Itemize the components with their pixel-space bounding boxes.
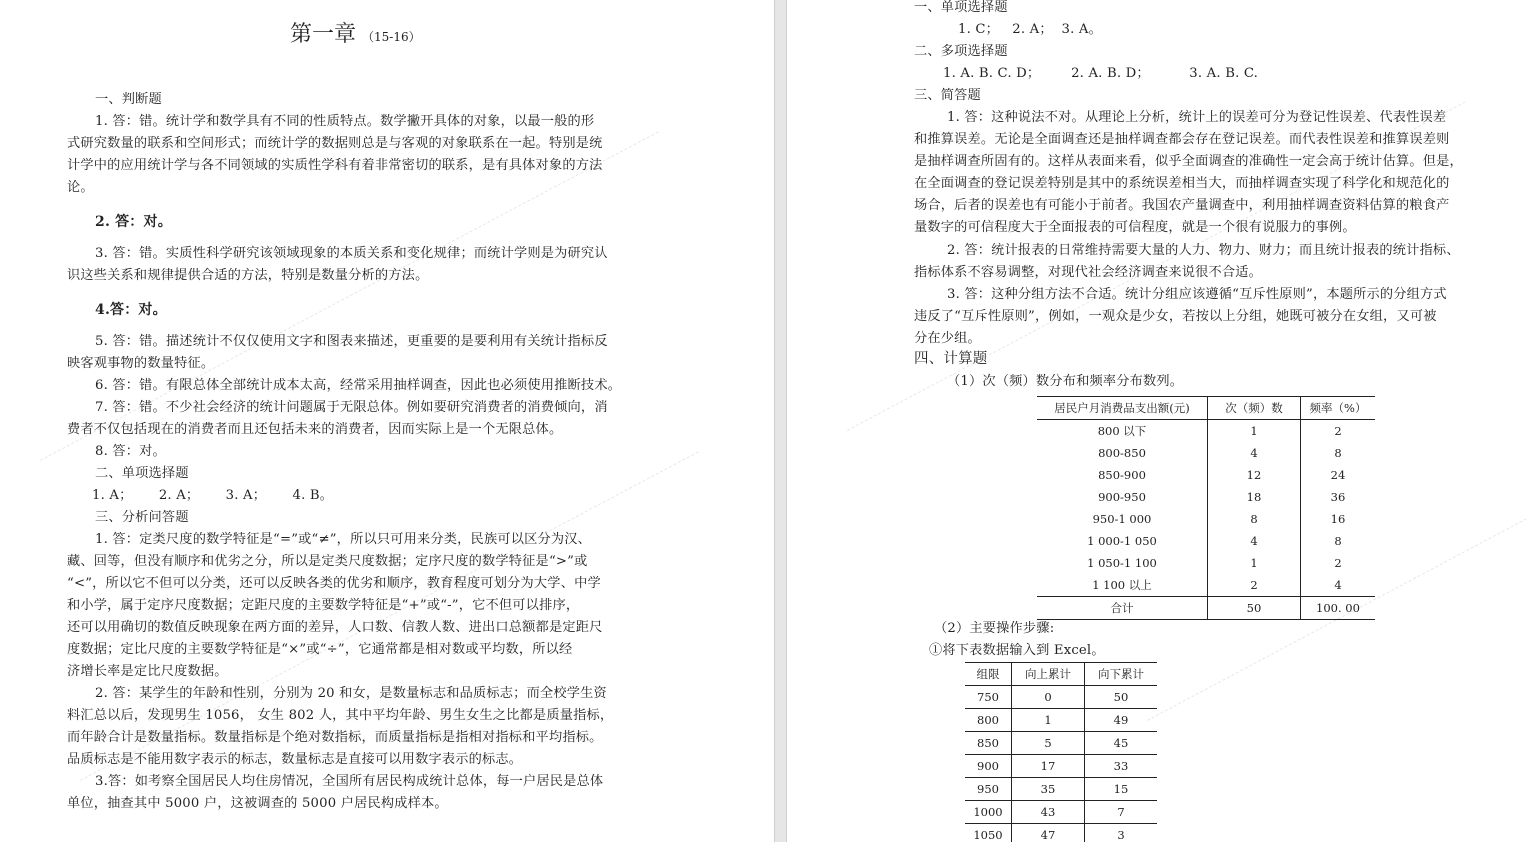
table-cell: 0 [1012,686,1085,709]
table-cell: 2 [1208,574,1301,597]
single-choice-answers: 1. C； 2. A； 3. A。 [958,22,1102,37]
table-cell: 33 [1085,755,1158,778]
analysis-1-line: 1. 答：定类尺度的数学特征是“=”或“≠”，所以只可用来分类，民族可以区分为汉、 [95,532,592,547]
chapter-page-range: （15-16） [362,30,421,44]
answer-1-line: 1. 答：错。统计学和数学具有不同的性质特点。数学撇开具体的对象，以最一般的形 [95,114,595,129]
table-cell: 850 [965,732,1012,755]
table-cell: 43 [1012,801,1085,824]
table-header-cell: 居民户月消费品支出额(元) [1037,397,1208,420]
answer-5-line: 映客观事物的数量特征。 [67,356,215,371]
section-heading-short-answer: 三、简答题 [914,88,981,103]
table-cell: 47 [1012,824,1085,842]
table-cell: 17 [1012,755,1085,778]
table-total-row [1037,597,1375,620]
analysis-2-line: 2. 答：某学生的年龄和性别，分别为 20 和女，是数量标志和品质标志；而全校学生资 [95,686,607,701]
table-row [965,801,1157,824]
table-cell: 5 [1012,732,1085,755]
table-cell: 950 [965,778,1012,801]
table-cell: 8 [1334,534,1342,548]
answer-1-line: 式研究数量的联系和空间形式；而统计学的数据则总是与客观的对象联系在一起。特别是统 [67,136,603,151]
analysis-1-line: 藏、回等，但没有顺序和优劣之分，所以是定类尺度数据；定序尺度的数学特征是“>”或 [67,554,588,569]
table-cell: 800 [965,709,1012,732]
table-cell: 750 [965,686,1012,709]
table-cell: 800-850 [1037,442,1208,464]
table-cell: 1 100 以上 [1037,574,1208,597]
short-answer-3-line: 违反了“互斥性原则”，例如，一观众是少女，若按以上分组，她既可被分在女组，又可被 [914,309,1437,324]
table-header-cell: 次（频）数 [1208,397,1301,420]
table-cell: 8 [1208,508,1301,530]
analysis-1-line: “<”，所以它不但可以分类，还可以反映各类的优劣和顺序，教育程度可划分为大学、中学 [67,576,601,591]
table-row [1037,530,1375,552]
table-row [965,824,1157,842]
short-answer-3-line: 3. 答：这种分组方法不合适。统计分组应该遵循“互斥性原则”，本题所示的分组方式 [947,287,1447,302]
section-heading-judgement: 一、判断题 [95,92,162,107]
answer-3-line: 3. 答：错。实质性科学研究该领域现象的本质关系和变化规律；而统计学则是为研究认 [95,246,608,261]
chapter-title: 第一章 （15-16） [290,22,421,47]
short-answer-1-line: 是抽样调查所固有的。这样从表面来看，似乎全面调查的准确性一定会高于统计估算。但是， [914,154,1463,169]
analysis-1-line: 济增长率是定比尺度数据。 [67,664,228,679]
table-cell: 7 [1085,801,1158,824]
table-cell: 49 [1085,709,1158,732]
table-cell: 100. 00 [1301,597,1376,620]
answer-8: 8. 答：对。 [95,444,166,459]
table-header-cell: 向下累计 [1085,663,1158,686]
table-row [1037,420,1375,443]
table-cell: 36 [1330,490,1346,504]
table-cell: 4 [1208,530,1301,552]
table-cell: 2 [1334,556,1342,570]
single-choice-answers: 1. A； 2. A； 3. A； 4. B。 [92,488,334,503]
table-cell: 8 [1334,446,1342,460]
cumulative-table [965,662,1157,842]
frequency-table [1037,396,1375,620]
analysis-1-line: 度数据；定比尺度的主要数学特征是“×”或“÷”，它通常都是相对数或平均数，所以经 [67,642,573,657]
section-heading-calculation: 四、计算题 [914,351,988,367]
page-gutter [774,0,787,842]
table-cell: 900-950 [1037,486,1208,508]
analysis-2-line: 品质标志是不能用数字表示的标志，数量标志是直接可以用数字表示的标志。 [67,752,523,767]
table-cell: 18 [1208,486,1301,508]
table-cell: 2 [1334,424,1342,438]
table-cell: 1 000-1 050 [1037,530,1208,552]
section-heading-multi-choice: 二、多项选择题 [914,44,1008,59]
analysis-2-line: 料汇总以后，发现男生 1056， 女生 802 人，其中平均年龄、男生女生之比都是质量指标， [67,708,614,723]
calc-step-2a: ①将下表数据输入到 Excel。 [929,643,1105,658]
analysis-3-line: 3.答：如考察全国居民人均住房情况，全国所有居民构成统计总体，每一户居民是总体 [95,774,604,789]
page-right [787,0,1527,842]
table-cell: 1000 [965,801,1012,824]
short-answer-1-line: 在全面调查的登记误差特别是其中的系统误差相当大，而抽样调查实现了科学化和规范化的 [914,176,1450,191]
table-row [965,686,1157,709]
analysis-2-line: 而年龄合计是数量指标。数量指标是个绝对数指标，而质量指标是指相对指标和平均指标。 [67,730,603,745]
table-header-row [965,663,1157,686]
multi-choice-answers: 1. A. B. C. D； 2. A. B. D； 3. A. B. C. [943,66,1259,81]
table-row [965,709,1157,732]
answer-7-line: 7. 答：错。不少社会经济的统计问题属于无限总体。例如要研究消费者的消费倾向，消 [95,400,608,415]
answer-6: 6. 答：错。有限总体全部统计成本太高，经常采用抽样调查，因此也必须使用推断技术。 [95,378,622,393]
table-cell: 50 [1208,597,1301,620]
calc-step-1: （1）次（频）数分布和频率分布数列。 [947,374,1184,389]
short-answer-1-line: 量数字的可信程度大于全面报表的可信程度，就是一个很有说服力的事例。 [914,220,1356,235]
short-answer-3-line: 分在少组。 [914,331,981,346]
table-cell: 24 [1330,468,1346,482]
table-cell: 1 [1208,552,1301,574]
analysis-1-line: 还可以用确切的数值反映现象在两方面的差异，人口数、信教人数、进出口总额都是定距尺 [67,620,603,635]
short-answer-1-line: 场合，后者的误差也有可能小于前者。我国农产量调查中，利用抽样调查资料估算的粮食产 [914,198,1450,213]
answer-1-line: 论。 [67,180,94,195]
table-header-row [1037,397,1375,420]
answer-5-line: 5. 答：错。描述统计不仅仅使用文字和图表来描述，更重要的是要利用有关统计指标反 [95,334,608,349]
table-row [1037,508,1375,530]
short-answer-2-line: 2. 答：统计报表的日常维持需要大量的人力、物力、财力；而且统计报表的统计指标、 [947,243,1460,258]
analysis-1-line: 和小学，属于定序尺度数据；定距尺度的主要数学特征是“+”或“-”，它不但可以排序， [67,598,580,613]
table-row [1037,574,1375,597]
table-cell: 800 以下 [1037,420,1208,443]
analysis-3-line: 单位，抽查其中 5000 户，这被调查的 5000 户居民构成样本。 [67,796,448,811]
table-cell: 35 [1012,778,1085,801]
table-cell: 50 [1085,686,1158,709]
table-cell: 1050 [965,824,1012,842]
table-row [965,755,1157,778]
table-row [965,732,1157,755]
table-cell: 4 [1208,442,1301,464]
table-header-cell: 频率（%） [1301,397,1376,420]
table-cell: 850-900 [1037,464,1208,486]
table-cell: 16 [1330,512,1346,526]
table-row [1037,464,1375,486]
section-heading-single-choice: 一、单项选择题 [914,0,1008,15]
short-answer-2-line: 指标体系不容易调整，对现代社会经济调查来说很不合适。 [914,265,1263,280]
table-cell: 12 [1208,464,1301,486]
answer-3-line: 识这些关系和规律提供合适的方法，特别是数量分析的方法。 [67,268,429,283]
table-cell: 1 050-1 100 [1037,552,1208,574]
table-row [1037,486,1375,508]
calc-step-2: （2）主要操作步骤: [934,621,1055,636]
answer-7-line: 费者不仅包括现在的消费者而且还包括未来的消费者，因而实际上是一个无限总体。 [67,422,563,437]
answer-1-line: 计学中的应用统计学与各不同领域的实质性学科有着非常密切的联系，是有具体对象的方法 [67,158,603,173]
table-cell: 950-1 000 [1037,508,1208,530]
table-cell: 1 [1208,420,1301,443]
table-cell: 4 [1334,578,1342,592]
table-row [1037,552,1375,574]
table-cell: 合计 [1037,597,1208,620]
section-heading-analysis: 三、分析问答题 [95,510,189,525]
short-answer-1-line: 和推算误差。无论是全面调查还是抽样调查都会存在登记误差。而代表性误差和推算误差则 [914,132,1450,147]
table-header-cell: 组限 [965,663,1012,686]
section-heading-single-choice: 二、单项选择题 [95,466,189,481]
table-cell: 1 [1012,709,1085,732]
table-cell: 900 [965,755,1012,778]
short-answer-1-line: 1. 答：这种说法不对。从理论上分析，统计上的误差可分为登记性误差、代表性误差 [947,110,1447,125]
table-cell: 15 [1085,778,1158,801]
table-cell: 3 [1085,824,1158,842]
table-header-cell: 向上累计 [1012,663,1085,686]
table-row [1037,442,1375,464]
table-cell: 45 [1085,732,1158,755]
answer-2: 2. 答：对。 [95,214,172,230]
answer-4: 4.答：对。 [95,302,167,318]
table-row [965,778,1157,801]
